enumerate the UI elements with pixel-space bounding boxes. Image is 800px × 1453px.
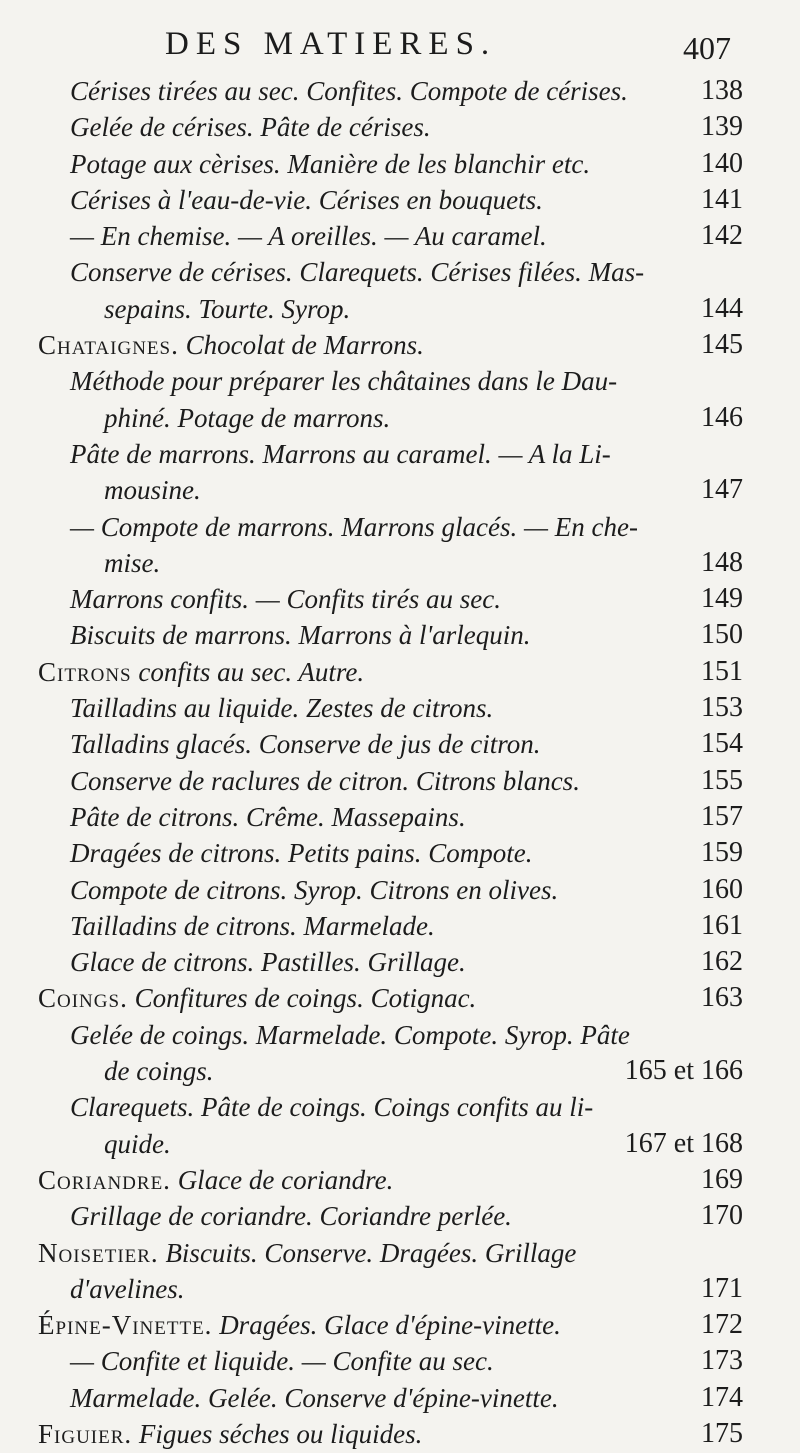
entry-page-number: 162 xyxy=(701,946,743,978)
entry-text xyxy=(70,73,628,109)
entry-heading: Citrons xyxy=(38,656,132,687)
index-entry xyxy=(0,1235,800,1271)
entry-text xyxy=(70,908,435,944)
entry-page-number: 163 xyxy=(701,982,743,1014)
entry-body: Cérises à l'eau-de-vie. Cérises en bouquets. xyxy=(70,184,543,215)
index-entry xyxy=(0,73,800,109)
entry-page-number: 138 xyxy=(701,75,743,106)
entry-text xyxy=(70,1089,593,1125)
entry-text xyxy=(70,1380,559,1416)
entry-page-number: 159 xyxy=(701,837,743,869)
entry-text xyxy=(70,690,493,726)
entry-page-number: 174 xyxy=(701,1381,743,1413)
entry-page-number: 144 xyxy=(701,292,743,324)
entry-body: Méthode pour préparer les châtaines dans le Dau- xyxy=(70,366,618,397)
entry-text xyxy=(38,1307,561,1343)
index-entry xyxy=(0,690,800,726)
entry-text xyxy=(104,400,390,436)
entry-text xyxy=(70,944,466,980)
page-number: 407 xyxy=(683,30,731,66)
entry-body: Conserve de raclures de citron. Citrons blancs. xyxy=(70,765,580,796)
index-entry xyxy=(0,254,800,290)
entry-text xyxy=(38,1416,422,1452)
entry-page-number: 150 xyxy=(701,619,743,651)
entry-body: Pâte de citrons. Crême. Massepains. xyxy=(70,801,466,832)
entry-body: — En chemise. — A oreilles. — Au caramel. xyxy=(70,221,547,252)
entry-body: confits au sec. Autre. xyxy=(131,656,365,687)
entry-page-number: 139 xyxy=(701,111,743,143)
entry-body: Dragées. Glace d'épine-vinette. xyxy=(212,1310,561,1341)
entry-body: Potage aux cèrises. Manière de les blanchir etc. xyxy=(70,148,591,179)
entry-page-number: 175 xyxy=(701,1417,743,1449)
entry-text xyxy=(104,1053,213,1089)
entry-page-number: 140 xyxy=(701,147,743,179)
index-entry xyxy=(0,1198,800,1234)
index-entry xyxy=(0,291,800,327)
entry-body: Marmelade. Gelée. Conserve d'épine-vinette. xyxy=(70,1382,559,1413)
entry-text xyxy=(70,1271,185,1307)
index-entries xyxy=(0,73,800,1452)
entry-page-number: 148 xyxy=(701,546,743,578)
entry-text xyxy=(70,146,590,182)
entry-body: Confitures de coings. Cotignac. xyxy=(127,983,477,1014)
index-entry xyxy=(0,617,800,653)
entry-heading: Noisetier. xyxy=(38,1237,159,1268)
entry-text xyxy=(70,1198,512,1234)
entry-body: Tailladins de citrons. Marmelade. xyxy=(70,910,435,941)
entry-body: phiné. Potage de marrons. xyxy=(104,402,391,433)
entry-text xyxy=(70,509,638,545)
index-entry xyxy=(0,763,800,799)
entry-body: de coings. xyxy=(104,1056,214,1087)
index-entry xyxy=(0,545,800,581)
entry-body: mousine. xyxy=(104,475,201,506)
entry-body: Biscuits. Conserve. Dragées. Grillage xyxy=(158,1237,577,1268)
entry-body: — Compote de marrons. Marrons glacés. — En che- xyxy=(70,511,638,542)
entry-text xyxy=(70,218,547,254)
entry-text xyxy=(70,763,580,799)
index-entry xyxy=(0,1089,800,1125)
entry-heading: Figuier. xyxy=(38,1418,133,1449)
index-entry xyxy=(0,581,800,617)
entry-page-number: 160 xyxy=(701,873,743,905)
entry-page-number: 151 xyxy=(701,655,743,687)
index-entry xyxy=(0,1162,800,1198)
index-entry xyxy=(0,1126,800,1162)
index-entry xyxy=(0,726,800,762)
entry-page-number: 165 et 166 xyxy=(624,1055,743,1087)
entry-page-number: 145 xyxy=(701,329,743,361)
entry-body: Gelée de cérises. Pâte de cérises. xyxy=(70,112,431,143)
index-entry xyxy=(0,1271,800,1307)
entry-text xyxy=(104,472,201,508)
index-entry xyxy=(0,436,800,472)
entry-text xyxy=(104,291,350,327)
index-entry xyxy=(0,1343,800,1379)
entry-body: Tailladins au liquide. Zestes de citrons. xyxy=(70,693,494,724)
entry-text xyxy=(70,726,540,762)
entry-body: Conserve de cérises. Clarequets. Cérises filées. Mas- xyxy=(70,257,645,288)
entry-text xyxy=(104,545,160,581)
index-entry xyxy=(0,799,800,835)
entry-body: d'avelines. xyxy=(70,1273,185,1304)
entry-page-number: 142 xyxy=(701,220,743,252)
entry-body: Biscuits de marrons. Marrons à l'arlequin. xyxy=(70,620,531,651)
entry-text xyxy=(70,835,532,871)
entry-heading: Coriandre. xyxy=(38,1164,171,1195)
entry-text xyxy=(70,363,617,399)
entry-text xyxy=(38,327,424,363)
entry-body: quide. xyxy=(104,1128,171,1159)
entry-text xyxy=(70,581,501,617)
entry-heading: Épine-Vinette. xyxy=(38,1310,213,1341)
entry-body: Pâte de marrons. Marrons au caramel. — A la Li- xyxy=(70,438,611,469)
index-entry xyxy=(0,980,800,1016)
entry-body: Compote de citrons. Syrop. Citrons en olives. xyxy=(70,874,559,905)
entry-body: Figues séches ou liquides. xyxy=(132,1418,423,1449)
entry-body: mise. xyxy=(104,547,161,578)
index-entry xyxy=(0,327,800,363)
entry-text xyxy=(38,1162,393,1198)
index-entry xyxy=(0,109,800,145)
entry-page-number: 171 xyxy=(701,1272,743,1304)
entry-text xyxy=(70,872,558,908)
entry-text xyxy=(104,1126,171,1162)
index-entry xyxy=(0,835,800,871)
entry-heading: Chataignes. xyxy=(38,330,179,361)
entry-page-number: 157 xyxy=(701,800,743,832)
entry-body: Glace de coriandre. xyxy=(170,1164,394,1195)
entry-page-number: 155 xyxy=(701,764,743,796)
index-entry xyxy=(0,400,800,436)
index-entry xyxy=(0,1380,800,1416)
index-entry xyxy=(0,1416,800,1452)
index-entry xyxy=(0,182,800,218)
index-entry xyxy=(0,654,800,690)
index-entry xyxy=(0,908,800,944)
entry-page-number: 169 xyxy=(701,1163,743,1195)
entry-body: Glace de citrons. Pastilles. Grillage. xyxy=(70,947,466,978)
entry-body: Chocolat de Marrons. xyxy=(178,330,424,361)
entry-body: Dragées de citrons. Petits pains. Compote. xyxy=(70,838,533,869)
entry-page-number: 172 xyxy=(701,1309,743,1341)
entry-text xyxy=(70,436,611,472)
index-entry xyxy=(0,872,800,908)
entry-page-number: 173 xyxy=(701,1345,743,1377)
entry-text xyxy=(70,182,543,218)
entry-text xyxy=(70,617,531,653)
index-entry xyxy=(0,1053,800,1089)
index-entry xyxy=(0,509,800,545)
entry-text xyxy=(70,799,466,835)
running-head: DES MATIERES. xyxy=(165,26,497,62)
entry-body: — Confite et liquide. — Confite au sec. xyxy=(70,1346,494,1377)
index-entry xyxy=(0,1307,800,1343)
entry-page-number: 149 xyxy=(701,583,743,615)
entry-text xyxy=(70,1343,494,1379)
entry-page-number: 154 xyxy=(701,728,743,760)
entry-body: Marrons confits. — Confits tirés au sec. xyxy=(70,584,502,615)
entry-page-number: 167 et 168 xyxy=(624,1127,743,1159)
entry-body: Gelée de coings. Marmelade. Compote. Syrop. Pâte xyxy=(70,1019,630,1050)
entry-body: Grillage de coriandre. Coriandre perlée. xyxy=(70,1201,512,1232)
entry-body: sepains. Tourte. Syrop. xyxy=(104,293,351,324)
index-entry xyxy=(0,363,800,399)
entry-heading: Coings. xyxy=(38,983,128,1014)
entry-page-number: 146 xyxy=(701,401,743,433)
index-entry xyxy=(0,1017,800,1053)
entry-text xyxy=(70,254,644,290)
entry-body: Cérises tirées au sec. Confites. Compote de cérises. xyxy=(70,76,628,106)
entry-text xyxy=(70,109,431,145)
entry-text xyxy=(38,1235,576,1271)
entry-page-number: 141 xyxy=(701,183,743,215)
entry-page-number: 153 xyxy=(701,692,743,724)
entry-text xyxy=(70,1017,630,1053)
page-header xyxy=(0,22,800,72)
index-entry xyxy=(0,944,800,980)
index-entry xyxy=(0,218,800,254)
index-entry xyxy=(0,472,800,508)
entry-body: Clarequets. Pâte de coings. Coings confits au li- xyxy=(70,1092,594,1123)
index-entry xyxy=(0,146,800,182)
entry-page-number: 147 xyxy=(701,474,743,506)
entry-page-number: 161 xyxy=(701,909,743,941)
entry-text xyxy=(38,654,364,690)
entry-page-number: 170 xyxy=(701,1200,743,1232)
entry-body: Talladins glacés. Conserve de jus de citron. xyxy=(70,729,541,760)
entry-text xyxy=(38,980,476,1016)
